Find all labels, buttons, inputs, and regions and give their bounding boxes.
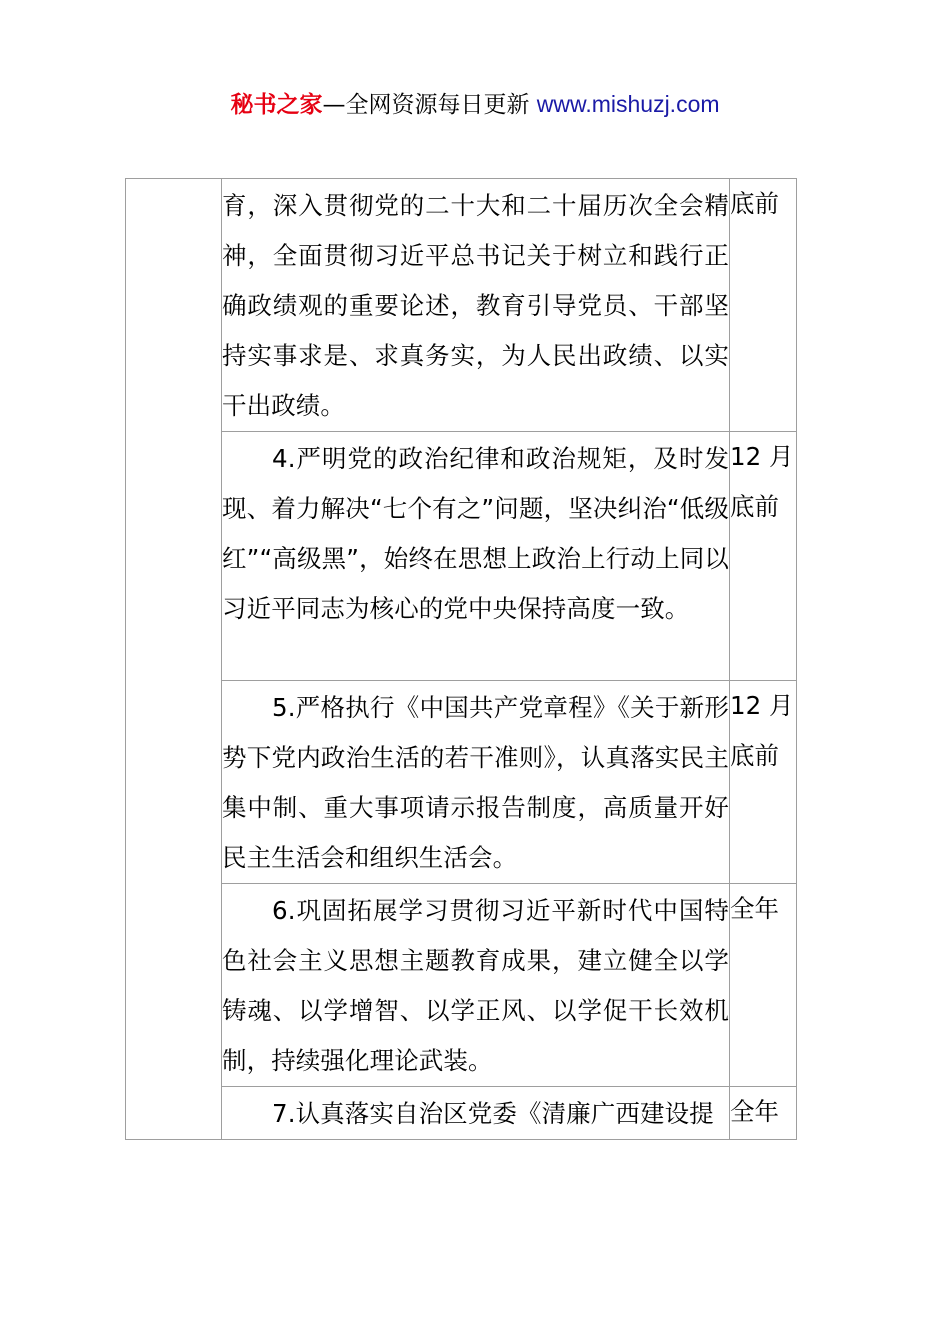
row-time: 全年 xyxy=(730,894,779,923)
content-cell xyxy=(222,884,730,1087)
time-cell xyxy=(730,179,797,432)
time-cell xyxy=(730,432,797,681)
header-url-link[interactable]: www.mishuzj.com xyxy=(536,91,720,117)
task-table xyxy=(125,178,797,1140)
content-cell xyxy=(222,432,730,681)
row-time-suffix: 底前 xyxy=(730,492,779,521)
row-time-suffix: 底前 xyxy=(730,741,779,770)
time-cell xyxy=(730,1087,797,1140)
table-row xyxy=(126,432,797,681)
content-cell xyxy=(222,1087,730,1140)
page-header xyxy=(0,86,950,123)
category-cell xyxy=(126,179,222,1140)
row-content: 7.认真落实自治区党委《清廉广西建设提 xyxy=(272,1099,714,1128)
time-cell xyxy=(730,884,797,1087)
content-cell xyxy=(222,179,730,432)
row-content: 育，深入贯彻党的二十大和二十届历次全会精神，全面贯彻习近平总书记关于树立和践行正确政绩观的重要论述，教育引导党员、干部坚持实事求是、求真务实，为人民出政绩、以实干出政绩。 xyxy=(222,191,729,420)
content-cell xyxy=(222,681,730,884)
table-row xyxy=(126,179,797,432)
row-content: 4.严明党的政治纪律和政治规矩，及时发现、着力解决“七个有之”问题，坚决纠治“低级红”“高级黑”，始终在思想上政治上行动上同以习近平同志为核心的党中央保持高度一致。 xyxy=(222,444,729,623)
row-time: 底前 xyxy=(730,189,779,218)
table-row xyxy=(126,884,797,1087)
table-row xyxy=(126,681,797,884)
row-time: 12 月 xyxy=(730,691,794,720)
table-row xyxy=(126,1087,797,1140)
row-time: 全年 xyxy=(730,1097,779,1126)
brand-name: 秘书之家 xyxy=(230,92,323,118)
row-content: 6.巩固拓展学习贯彻习近平新时代中国特色社会主义思想主题教育成果，建立健全以学铸魂、以学增智、以学正风、以学促干长效机制，持续强化理论武装。 xyxy=(222,896,729,1075)
header-tagline: —全网资源每日更新 xyxy=(322,92,530,118)
row-content: 5.严格执行《中国共产党章程》《关于新形势下党内政治生活的若干准则》，认真落实民主集中制、重大事项请示报告制度，高质量开好民主生活会和组织生活会。 xyxy=(222,693,729,872)
time-cell xyxy=(730,681,797,884)
row-time: 12 月 xyxy=(730,442,794,471)
